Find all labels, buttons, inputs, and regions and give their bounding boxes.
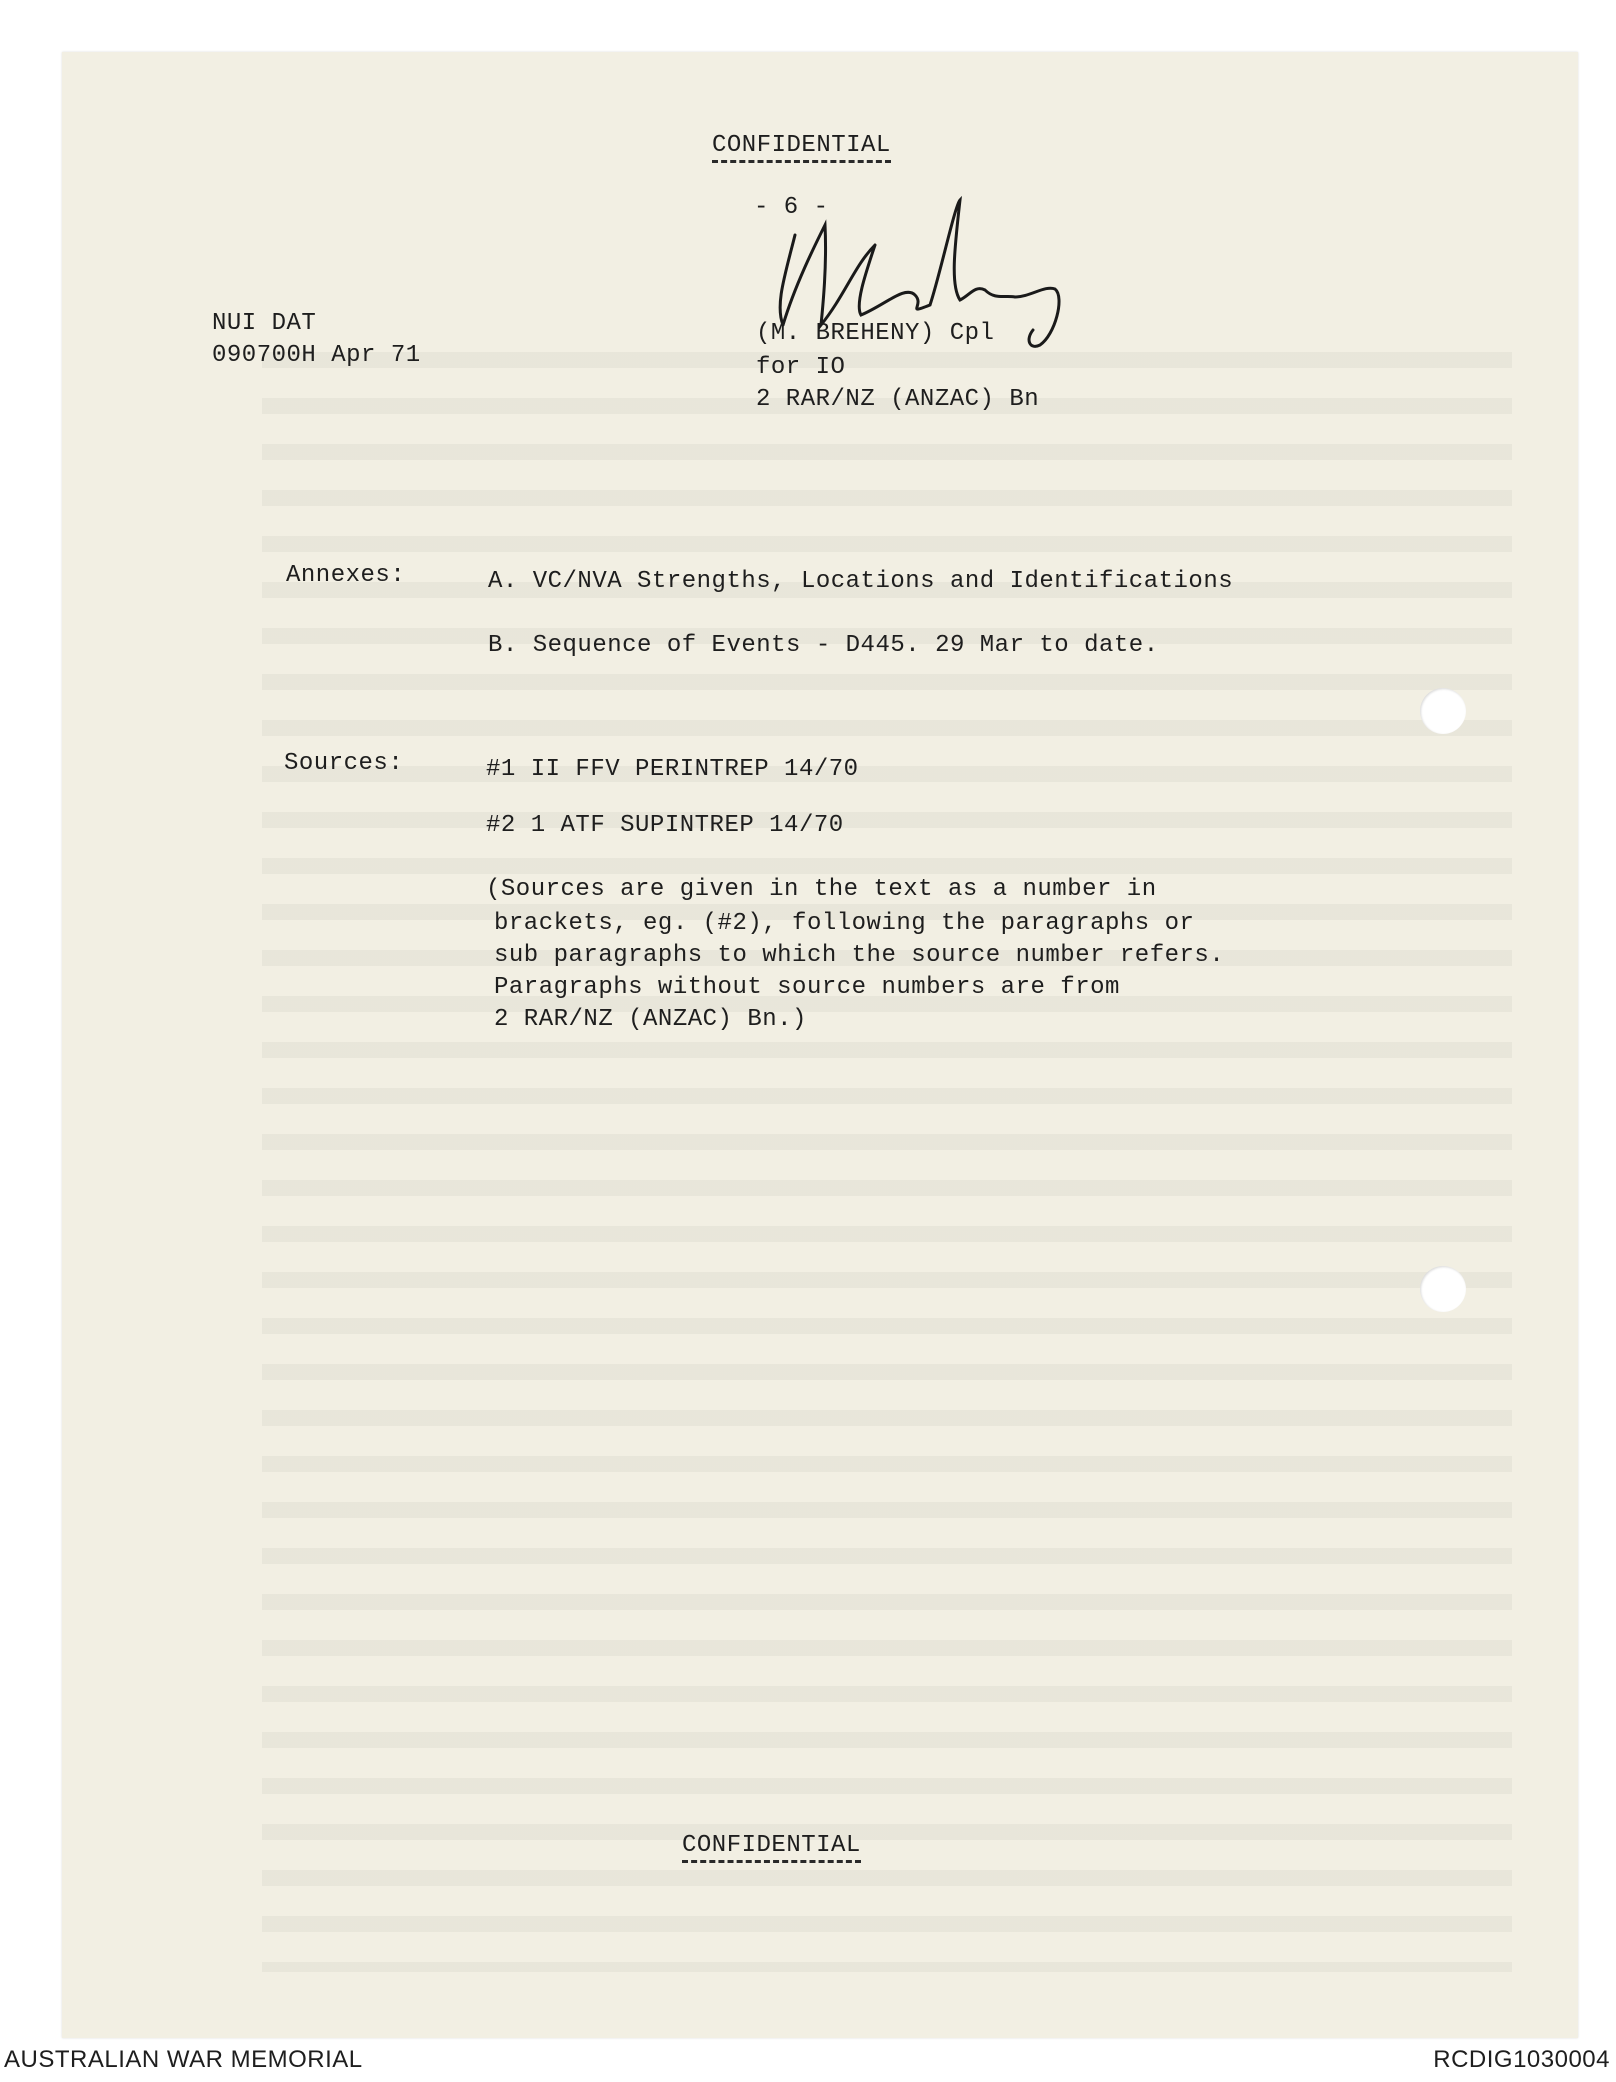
sources-label: Sources:: [284, 750, 404, 777]
archive-id: RCDIG1030004: [1433, 2046, 1610, 2073]
classification-bottom: CONFIDENTIAL: [682, 1834, 861, 1863]
source-item-2: #2 1 ATF SUPINTREP 14/70: [486, 812, 844, 839]
signatory-name: (M. BREHENY) Cpl: [756, 320, 995, 347]
annexes-label: Annexes:: [286, 562, 406, 589]
sources-note-line-5: 2 RAR/NZ (ANZAC) Bn.): [494, 1006, 807, 1033]
signatory-unit: 2 RAR/NZ (ANZAC) Bn: [756, 386, 1040, 413]
dateline-dtg: 090700H Apr 71: [212, 342, 421, 369]
sources-note-line-3: sub paragraphs to which the source number refers.: [494, 942, 1225, 969]
show-through-text: [262, 352, 1512, 1972]
annex-item-a: A. VC/NVA Strengths, Locations and Identifications: [488, 568, 1234, 595]
sources-note-line-1: (Sources are given in the text as a number in: [486, 876, 1157, 903]
archive-name: AUSTRALIAN WAR MEMORIAL: [4, 2046, 363, 2073]
dateline-place: NUI DAT: [212, 310, 317, 337]
annex-item-b: B. Sequence of Events - D445. 29 Mar to date.: [488, 632, 1159, 659]
signatory-for-line: for IO: [756, 354, 846, 381]
sources-note-line-4: Paragraphs without source numbers are from: [494, 974, 1120, 1001]
source-item-1: #1 II FFV PERINTREP 14/70: [486, 756, 859, 783]
punch-hole-top: [1420, 688, 1466, 734]
page-number: - 6 -: [754, 194, 829, 221]
classification-top: CONFIDENTIAL: [712, 134, 891, 163]
punch-hole-bottom: [1420, 1266, 1466, 1312]
sources-note-line-2: brackets, eg. (#2), following the paragraphs or: [494, 910, 1195, 937]
